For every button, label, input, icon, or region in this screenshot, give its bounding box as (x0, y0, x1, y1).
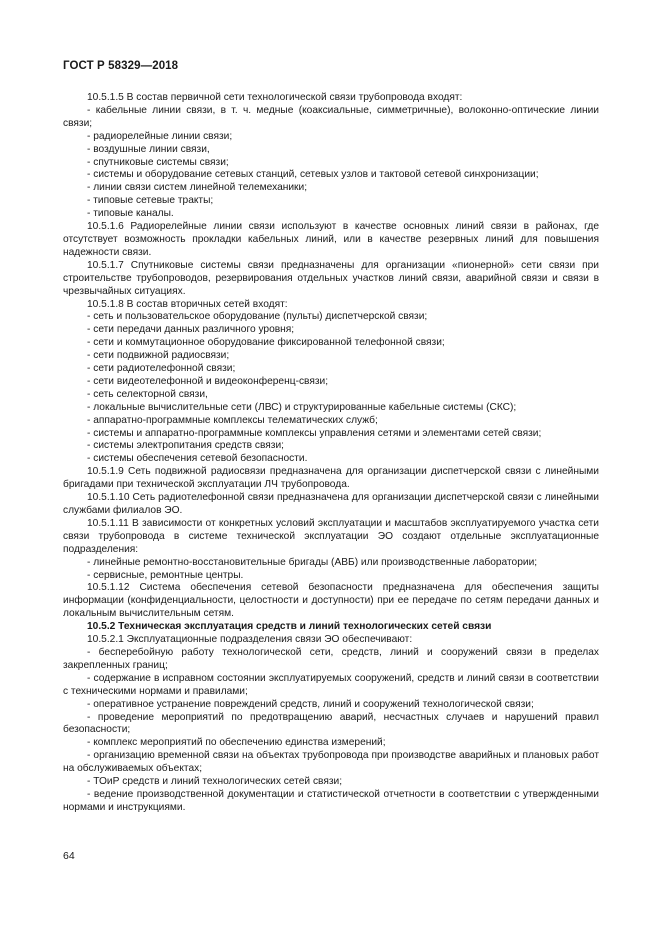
list-item: - аппаратно-программные комплексы телематических служб; (87, 414, 378, 426)
list-item: - сервисные, ремонтные центры. (87, 569, 244, 581)
list-item: - сеть и пользовательское оборудование (пульты) диспетчерской связи; (87, 311, 428, 323)
paragraph: 10.5.1.11 В зависимости от конкретных условий эксплуатации и масштабов эксплуатируемого участка сети связи трубопровода в системе технической эксплуатации ЭО создают отдельные эксплуатационные подразделения: (63, 517, 599, 555)
list-item: - бесперебойную работу технологической сети, средств, линий и сооружений связи в пределах закрепленных границ; (63, 646, 599, 671)
paragraph: 10.5.1.10 Сеть радиотелефонной связи предназначена для организации диспетчерской связи с линейными службами филиалов ЭО. (63, 492, 599, 516)
list-item: - комплекс мероприятий по обеспечению единства измерений; (87, 737, 386, 749)
list-item: - содержание в исправном состоянии эксплуатируемых сооружений, средств и линий связи в соответствии с техническими нормами и правилами; (63, 672, 599, 697)
list-item: - сети подвижной радиосвязи; (87, 350, 230, 362)
list-item: - системы обеспечения сетевой безопасности. (87, 453, 308, 465)
list-item: - сети радиотелефонной связи; (87, 363, 236, 375)
list-item: - ТОиР средств и линий технологических сетей связи; (87, 776, 343, 788)
paragraph: 10.5.1.6 Радиорелейные линии связи используют в качестве основных линий связи в районах, где отсутствует возможность прокладки кабельных линий, или в качестве резервных линий для повышения надежности связи. (63, 221, 599, 258)
list-item: - локальные вычислительные сети (ЛВС) и структурированные кабельные системы (СКС); (87, 401, 517, 413)
list-item: - типовые сетевые тракты; (87, 195, 214, 207)
list-item: - сеть селекторной связи, (87, 388, 208, 400)
list-item: - типовые каналы. (87, 208, 174, 220)
list-item: - оперативное устранение повреждений средств, линий и сооружений технологической связи; (87, 698, 534, 710)
list-item: - сети видеотелефонной и видеоконференц-связи; (87, 375, 329, 387)
list-item: - системы и аппаратно-программные комплексы управления сетями и элементами сетей связи; (87, 427, 542, 439)
list-item: - воздушные линии связи, (87, 143, 210, 155)
list-item: - сети и коммутационное оборудование фиксированной телефонной связи; (87, 337, 445, 349)
list-item: - кабельные линии связи, в т. ч. медные (коаксиальные, симметричные), волоконно-оптические линии связи; (63, 104, 599, 129)
paragraph: 10.5.1.8 В состав вторичных сетей входят: (87, 298, 288, 310)
document-body (63, 92, 599, 815)
list-item: - спутниковые системы связи; (87, 156, 229, 168)
list-item: - сети передачи данных различного уровня; (87, 324, 295, 336)
section-heading: 10.5.2 Техническая эксплуатация средств и линий технологических сетей связи (87, 621, 492, 633)
list-item: - ведение производственной документации и статистической отчетности в соответствии с утвержденными нормами и инструкциями. (63, 788, 599, 813)
paragraph: 10.5.2.1 Эксплуатационные подразделения связи ЭО обеспечивают: (87, 634, 413, 646)
document-header: ГОСТ Р 58329—2018 (63, 60, 179, 72)
paragraph: 10.5.1.7 Спутниковые системы связи предназначены для организации «пионерной» сети связи при строительстве трубопроводов, резервирования отдельных участков линий связи, аварийной связи и связи в чрезвычайных ситуациях. (63, 259, 599, 297)
paragraph: 10.5.1.9 Сеть подвижной радиосвязи предназначена для организации диспетчерской связи с линейными бригадами при технической эксплуатации ЛЧ трубопровода. (63, 466, 599, 491)
list-item: - организацию временной связи на объектах трубопровода при производстве аварийных и плановых работ на обслуживаемых объектах; (63, 750, 599, 775)
list-item: - системы и оборудование сетевых станций, сетевых узлов и тактовой сетевой синхронизации; (87, 169, 539, 181)
list-item: - линии связи систем линейной телемеханики; (87, 182, 308, 194)
paragraph: 10.5.1.12 Система обеспечения сетевой безопасности предназначена для обеспечения защиты информации (конфиденциальности, целостности и доступности) при ее передаче по сетям передачи данных и локальным вычислительным сетям. (63, 582, 599, 620)
paragraph: 10.5.1.5 В состав первичной сети технологической связи трубопровода входят: (87, 92, 463, 103)
list-item: - проведение мероприятий по предотвращению аварий, несчастных случаев и нарушений правил безопасности; (63, 711, 599, 736)
list-item: - линейные ремонтно-восстановительные бригады (АВБ) или производственные лаборатории; (87, 556, 538, 568)
list-item: - системы электропитания средств связи; (87, 440, 284, 452)
page-number: 64 (63, 850, 75, 862)
list-item: - радиорелейные линии связи; (87, 130, 233, 142)
